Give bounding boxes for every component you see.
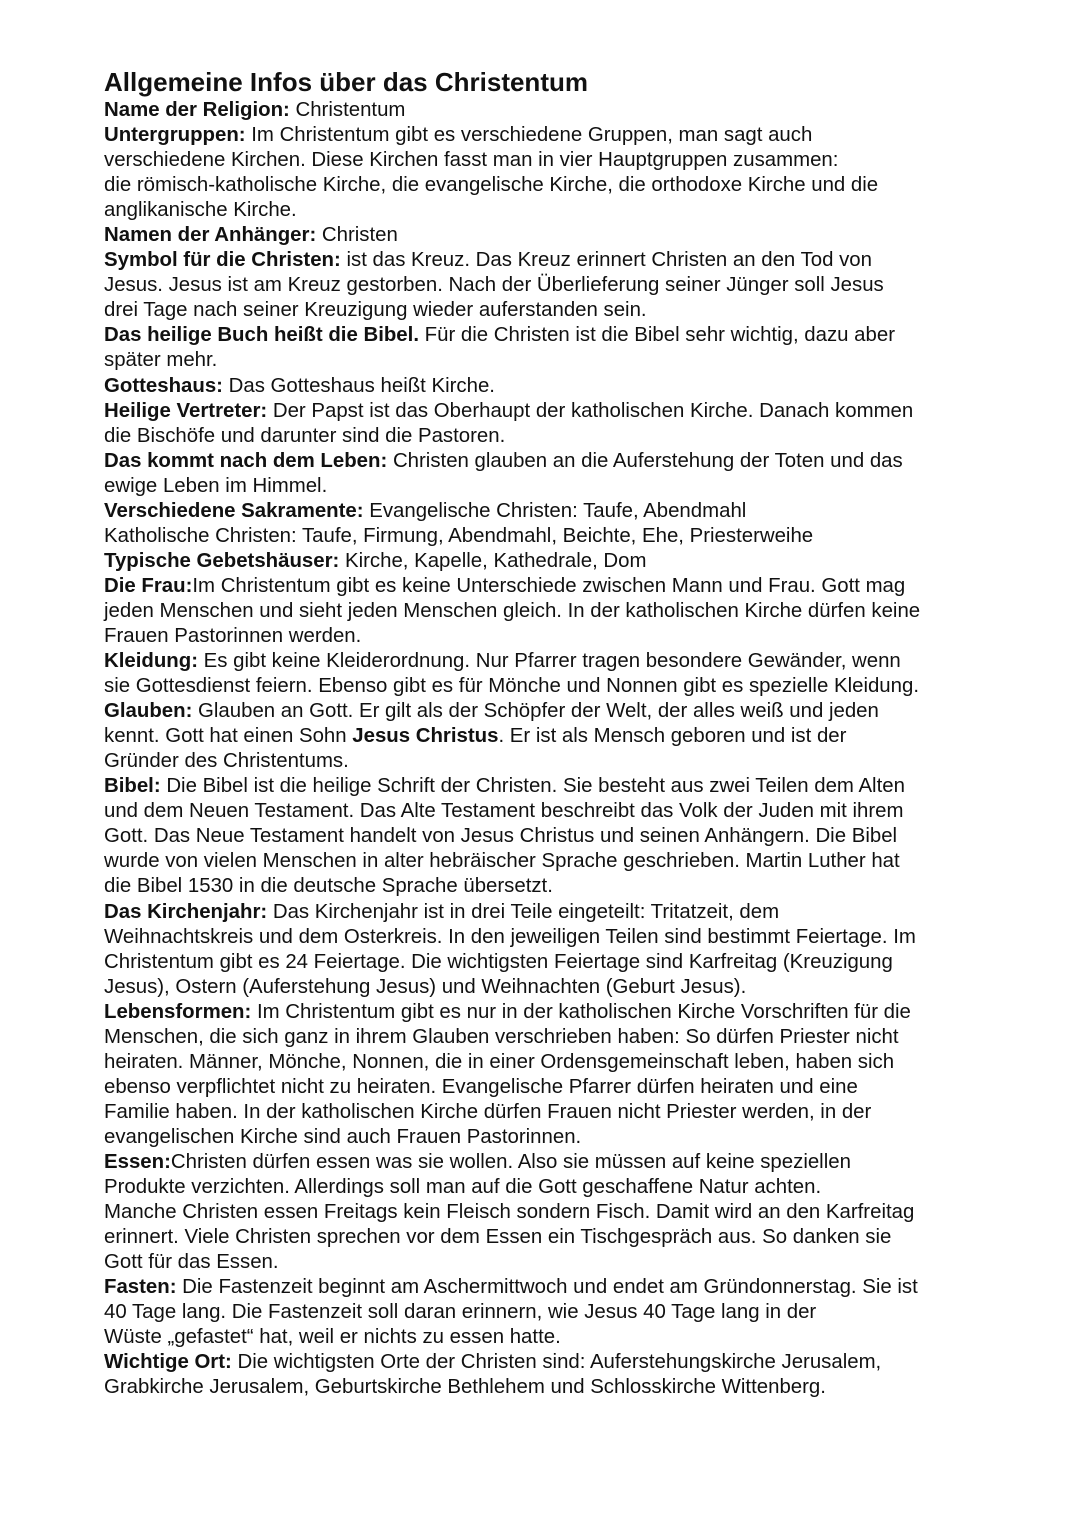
entry-text: Produkte verzichten. Allerdings soll man auf die Gott geschaffene Natur achten. (104, 1176, 822, 1199)
entry-label: Lebensformen: (104, 1000, 252, 1023)
entry-label: Das heilige Buch heißt die Bibel. (104, 324, 419, 347)
entry-text: jeden Menschen und sieht jeden Menschen gleich. In der katholischen Kirche dürfen keine (104, 599, 921, 622)
document-title: Allgemeine Infos über das Christentum (104, 67, 588, 97)
entry-bibel (104, 774, 994, 899)
entry-kirchenjahr (104, 900, 994, 1000)
entry-text: Manche Christen essen Freitags kein Fleisch sondern Fisch. Damit wird an den Karfreitag (104, 1201, 915, 1224)
entry-label: Bibel: (104, 775, 161, 798)
entry-label: Das kommt nach dem Leben: (104, 449, 388, 472)
entry-sakramente (104, 499, 994, 549)
entry-label: Glauben: (104, 700, 193, 723)
entry-text: die römisch-katholische Kirche, die evangelische Kirche, die orthodoxe Kirche und die (104, 174, 879, 197)
entry-label: Verschiedene Sakramente: (104, 499, 364, 522)
entry-label: Fasten: (104, 1276, 177, 1299)
entry-text: heiraten. Männer, Mönche, Nonnen, die in einer Ordensgemeinschaft leben, haben sich (104, 1050, 895, 1073)
entry-lebensformen (104, 1000, 994, 1150)
entry-nach-dem-leben (104, 449, 994, 499)
entry-label: Die Frau: (104, 574, 193, 597)
entry-text: Im Christentum gibt es keine Unterschiede zwischen Mann und Frau. Gott mag (192, 574, 906, 597)
entry-text: Christentum gibt es 24 Feiertage. Die wichtigsten Feiertage sind Karfreitag (Kreuzigung (104, 950, 893, 973)
entry-text: Christen (316, 224, 398, 247)
emphasis-text: Jesus Christus (352, 725, 499, 748)
entry-label: Das Kirchenjahr: (104, 900, 268, 923)
entry-text: ewige Leben im Himmel. (104, 474, 328, 497)
entry-label: Namen der Anhänger: (104, 224, 317, 247)
entry-text: Jesus. Jesus ist am Kreuz gestorben. Nach der Überlieferung seiner Jünger soll Jesus (104, 274, 884, 297)
entry-text: Gott für das Essen. (104, 1251, 279, 1274)
entry-text: sie Gottesdienst feiern. Ebenso gibt es für Mönche und Nonnen gibt es spezielle Kleidung. (104, 675, 919, 698)
entry-text: Die Fastenzeit beginnt am Aschermittwoch und endet am Gründonnerstag. Sie ist (176, 1276, 918, 1299)
entry-label: Untergruppen: (104, 124, 246, 147)
entry-text: Gott. Das Neue Testament handelt von Jesus Christus und seinen Anhängern. Die Bibel (104, 825, 898, 848)
entry-text: die Bischöfe und darunter sind die Pastoren. (104, 424, 506, 447)
entry-text: ist das Kreuz. Das Kreuz erinnert Christen an den Tod von (340, 249, 872, 272)
entry-label: Kleidung: (104, 650, 199, 673)
entry-text: und dem Neuen Testament. Das Alte Testament beschreibt das Volk der Juden mit ihrem (104, 800, 904, 823)
entry-name-der-religion (104, 98, 994, 123)
entry-text: wurde von vielen Menschen in alter hebräischer Sprache geschrieben. Martin Luther hat (104, 850, 900, 873)
entry-text: Christentum (289, 99, 406, 121)
entry-text: kennt. Gott hat einen Sohn (104, 725, 353, 748)
entry-text: verschiedene Kirchen. Diese Kirchen fasst man in vier Hauptgruppen zusammen: (104, 149, 839, 172)
entry-label: Gotteshaus: (104, 374, 223, 397)
entry-text: Frauen Pastorinnen werden. (104, 624, 362, 647)
entry-text: evangelischen Kirche sind auch Frauen Pastorinnen. (104, 1125, 582, 1148)
entry-text: Katholische Christen: Taufe, Firmung, Abendmahl, Beichte, Ehe, Priesterweihe (104, 524, 814, 547)
entry-die-frau (104, 574, 994, 649)
entry-untergruppen (104, 123, 994, 223)
entry-text: Das Gotteshaus heißt Kirche. (222, 374, 495, 397)
entry-text: Christen dürfen essen was sie wollen. Also sie müssen auf keine speziellen (170, 1150, 851, 1173)
entry-text: Weihnachtskreis und dem Osterkreis. In den jeweiligen Teilen sind bestimmt Feiertage. Im (104, 925, 916, 948)
entry-kleidung (104, 649, 994, 699)
entry-text: 40 Tage lang. Die Fastenzeit soll daran erinnern, wie Jesus 40 Tage lang in der (104, 1301, 817, 1324)
entry-text: Kirche, Kapelle, Kathedrale, Dom (339, 549, 647, 572)
entry-essen (104, 1150, 994, 1275)
entry-gotteshaus (104, 374, 994, 399)
entry-label: Symbol für die Christen: (104, 249, 341, 272)
entry-text: drei Tage nach seiner Kreuzigung wieder auferstanden sein. (104, 299, 647, 322)
entry-text: erinnert. Viele Christen sprechen vor dem Essen ein Tischgespräch aus. So danken sie (104, 1226, 892, 1249)
entry-label: Wichtige Ort: (104, 1351, 232, 1374)
entry-heilige-vertreter (104, 399, 994, 449)
entry-heiliges-buch (104, 323, 994, 373)
entry-text: Familie haben. In der katholischen Kirche dürfen Frauen nicht Priester werden, in der (104, 1100, 872, 1123)
entry-label: Essen: (104, 1150, 171, 1173)
entry-gebetshaeuser (104, 549, 994, 574)
entry-text: ebenso verpflichtet nicht zu heiraten. Evangelische Pfarrer dürfen heiraten und eine (104, 1075, 858, 1098)
entry-text: Es gibt keine Kleiderordnung. Nur Pfarrer tragen besondere Gewänder, wenn (198, 650, 901, 673)
entry-text: Evangelische Christen: Taufe, Abendmahl (363, 499, 747, 522)
document-page (104, 66, 994, 1400)
entry-text: Das Kirchenjahr ist in drei Teile eingeteilt: Tritatzeit, dem (267, 900, 780, 923)
entry-text: später mehr. (104, 349, 218, 372)
entry-text: Menschen, die sich ganz in ihrem Glauben verschrieben haben: So dürfen Priester nicht (104, 1025, 899, 1048)
entry-namen-der-anhaenger (104, 223, 994, 248)
entry-text: Gründer des Christentums. (104, 750, 349, 773)
entry-text: Der Papst ist das Oberhaupt der katholischen Kirche. Danach kommen (267, 399, 914, 422)
entry-label: Typische Gebetshäuser: (104, 549, 340, 572)
entry-text: die Bibel 1530 in die deutsche Sprache übersetzt. (104, 875, 553, 898)
entry-text: Grabkirche Jerusalem, Geburtskirche Bethlehem und Schlosskirche Wittenberg. (104, 1376, 826, 1399)
entry-text: Glauben an Gott. Er gilt als der Schöpfer der Welt, der alles weiß und jeden (192, 700, 879, 723)
entry-text: Für die Christen ist die Bibel sehr wichtig, dazu aber (418, 324, 895, 347)
entry-text: Wüste „gefastet“ hat, weil er nichts zu essen hatte. (104, 1326, 561, 1349)
entry-text: Im Christentum gibt es nur in der katholischen Kirche Vorschriften für die (251, 1000, 911, 1023)
entry-text: . Er ist als Mensch geboren und ist der (498, 725, 847, 748)
entry-text: Christen glauben an die Auferstehung der Toten und das (387, 449, 903, 472)
entry-symbol (104, 248, 994, 323)
entry-glauben (104, 699, 994, 774)
entry-text: Jesus), Ostern (Auferstehung Jesus) und Weihnachten (Geburt Jesus). (104, 975, 747, 998)
entry-text: Die Bibel ist die heilige Schrift der Christen. Sie besteht aus zwei Teilen dem Alten (160, 775, 905, 798)
entry-fasten (104, 1275, 994, 1350)
entry-label: Heilige Vertreter: (104, 399, 268, 422)
entry-label: Name der Religion: (104, 99, 290, 121)
entry-text: Die wichtigsten Orte der Christen sind: Auferstehungskirche Jerusalem, (231, 1351, 882, 1374)
entry-text: Im Christentum gibt es verschiedene Gruppen, man sagt auch (245, 124, 813, 147)
entry-text: anglikanische Kirche. (104, 199, 297, 222)
entry-wichtige-ort (104, 1350, 994, 1400)
